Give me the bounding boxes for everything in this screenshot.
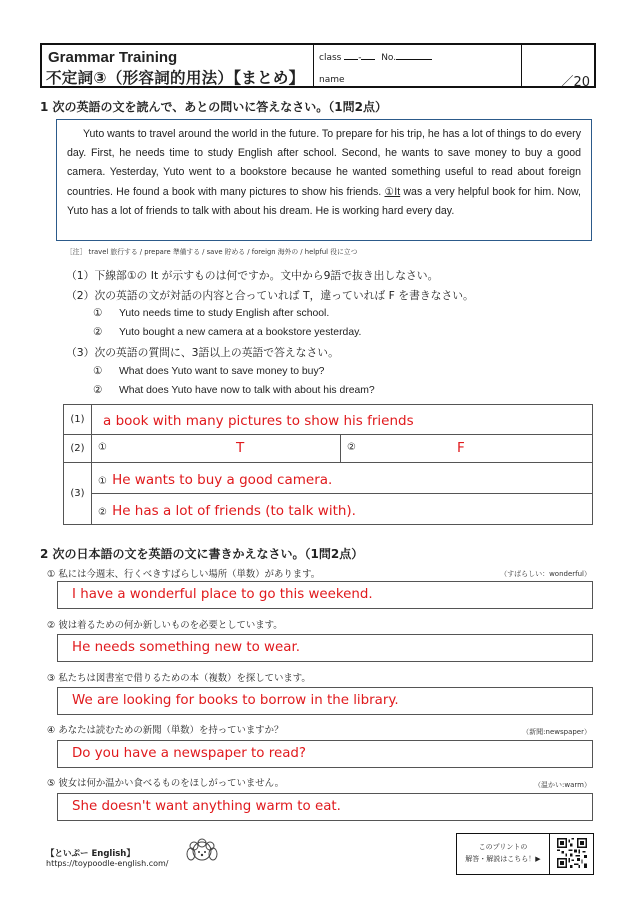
answer-2-2: F [457,440,465,456]
class-field [319,50,432,63]
answer-3-1: He wants to buy a good camera. [112,471,333,488]
passage-text-1: Yuto wants to travel around the world in the future. To prepare for his trip, he has a lot of things to do every day. First, he needs time to study English after school. Second, he wants to save money to buy a good camera. Yesterday, Yuto went to a bookstore because he wanted something useful to read about foreign countries. He found a book with many pictures to show his friends. [67,128,581,198]
number-label: No. [381,53,397,63]
answer-label-3: (3) [64,463,92,525]
question-1: （1）下線部①の It が示すものは何ですか。文中から9語で抜き出しなさい。 [66,269,439,282]
title-cell [42,45,314,86]
footer-brand-block [46,847,169,868]
score-total: ／20 [560,75,590,90]
section1-heading: 1 次の英語の文を読んで、あとの問いに答えなさい。（1問2点） [40,100,387,114]
answer-label-2: (2) [64,435,92,463]
question-2-item-2: ② Yuto bought a new camera at a bookstore yesterday. [93,327,362,338]
answer-link-box[interactable] [456,833,594,875]
hint-4: （新聞:newspaper） [522,728,591,736]
translation-prompt-5: ⑤ 彼女は何か温かい食べるものをほしがっていません。 [47,778,284,789]
answer-box-5 [57,793,593,821]
answer-3-1-cell: ① He wants to buy a good camera. [92,463,593,494]
answer-2-1: T [236,440,245,456]
translation-prompt-4: ④ あなたは読むための新聞（単数）を持っていますか？ [47,725,284,736]
reading-passage [56,119,592,241]
answer-1: a book with many pictures to show his friends [103,413,414,429]
course-title: Grammar Training [48,49,178,66]
translation-prompt-2: ② 彼は着るための何か新しいものを必要としています。 [47,620,283,631]
answer-1-cell [92,405,593,435]
toy-poodle-logo [182,837,222,871]
answer-3-2: He has a lot of friends (to talk with). [112,502,356,519]
translation-answer-1: I have a wonderful place to go this weekend. [72,587,373,602]
answer-3-2-cell: ② He has a lot of friends (to talk with). [92,494,593,525]
question-3-item-1: ① What does Yuto want to save money to buy? [93,366,325,377]
site-url[interactable]: https://toypoodle-english.com/ [46,859,169,868]
brand-name: 【といぷー English】 [46,849,135,859]
translation-prompt-3: ③ 私たちは図書室で借りるための本（複数）を探しています。 [47,673,311,684]
student-info-cell [313,45,522,86]
question-2-item-1: ① Yuto needs time to study English after school. [93,308,330,319]
section2-heading: 2 次の日本語の文を英語の文に書きかえなさい。（1問2点） [40,547,364,561]
question-3: （3）次の英語の質問に、3語以上の英語で答えなさい。 [66,346,339,359]
worksheet-title: 不定詞③（形容詞的用法）【まとめ】 [46,69,305,87]
answer-table [63,404,593,525]
class-label: class [319,53,342,63]
translation-prompt-1: ① 私には今週末、行くべきすばらしい場所（単数）があります。 [47,569,321,580]
answer-row-1 [64,405,593,435]
question-2: （2）次の英語の文が対話の内容と合っていれば T，違っていれば F を書きなさい。 [66,289,474,302]
translation-answer-3: We are looking for books to borrow in the library. [72,693,399,708]
underlined-marker: ①It [384,185,401,198]
answer-row-3b [64,494,593,525]
translation-answer-2: He needs something new to wear. [72,640,300,655]
answer-label-1: (1) [64,405,92,435]
answer-2-2-cell: ② F [341,435,593,463]
answer-box-3 [57,687,593,715]
answer-link-line1: このプリントの [478,843,528,851]
answer-row-2 [64,435,593,463]
answer-box-2 [57,634,593,662]
translation-answer-4: Do you have a newspaper to read? [72,746,307,761]
name-label: name [319,75,345,85]
passage-text-2: was a very helpful book for him. Now, Yuto has a lot of friends to talk with about his dream. He is working hard every day. [67,185,581,217]
hint-5: （温かい:warm） [534,781,591,789]
question-3-item-2: ② What does Yuto have now to talk with about his dream? [93,385,375,396]
hint-1: （すばらしい：wonderful） [500,570,591,578]
worksheet-header [40,43,596,88]
answer-box-4 [57,740,593,768]
answer-link-line2: 解答・解説はこちら！▶ [465,855,541,863]
class-dash: - [358,53,362,63]
score-cell [521,45,594,90]
answer-2-1-cell: ① T [92,435,341,463]
answer-row-3a [64,463,593,494]
vocabulary-note: ［注］ travel 旅行する / prepare 準備する / save 貯める / foreign 海外の / helpful 役に立つ [66,248,358,256]
translation-answer-5: She doesn't want anything warm to eat. [72,799,341,814]
answer-box-1 [57,581,593,609]
qr-code-icon[interactable] [557,838,587,868]
